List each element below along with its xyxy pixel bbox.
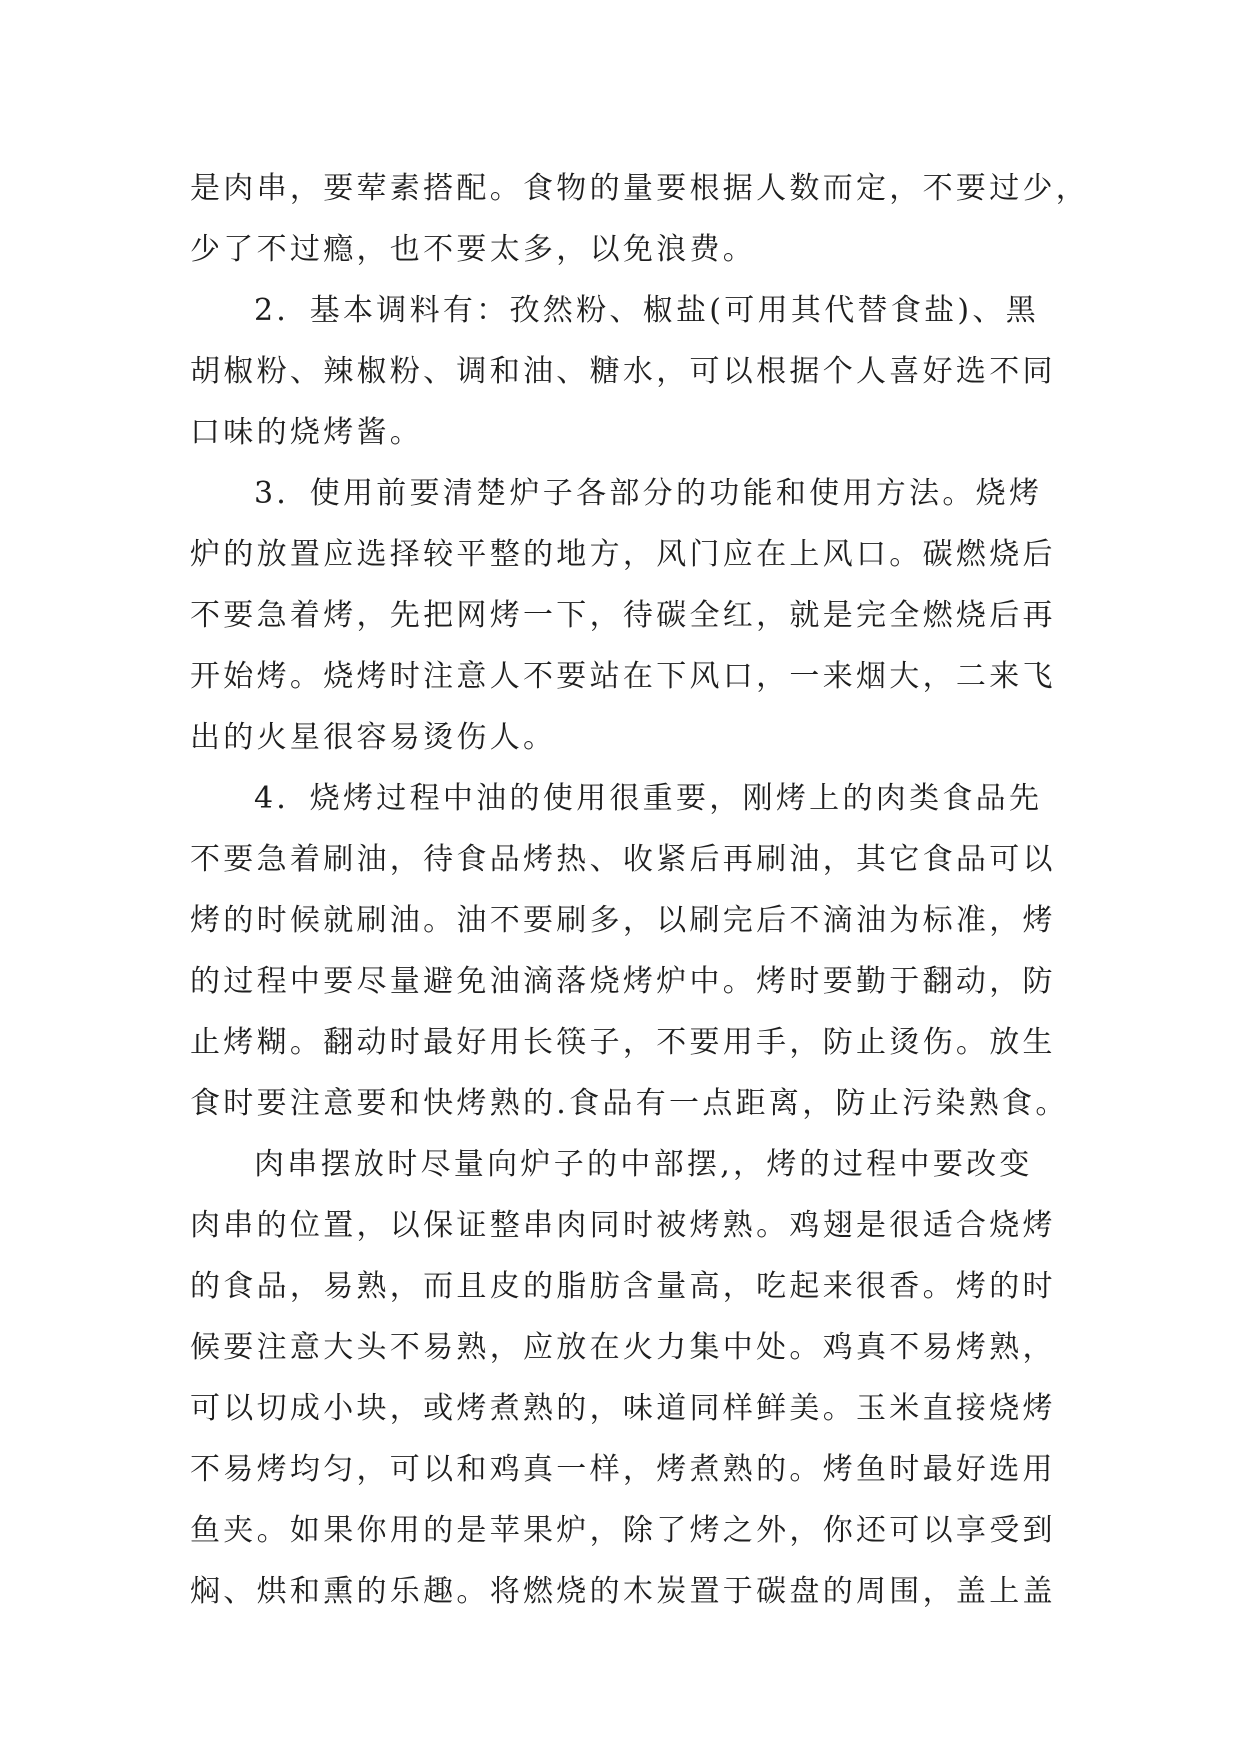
- text-line: 出的火星很容易烫伤人。: [190, 720, 557, 755]
- text-line: 口味的烧烤酱。: [190, 415, 424, 450]
- text-line: 的过程中要尽量避免油滴落烧烤炉中。烤时要勤于翻动，防: [190, 964, 1056, 999]
- text-line: 炉的放置应选择较平整的地方，风门应在上风口。碳燃烧后: [190, 537, 1056, 572]
- text-line: 可以切成小块，或烤煮熟的，味道同样鲜美。玉米直接烧烤: [190, 1391, 1056, 1426]
- text-line: 鱼夹。如果你用的是苹果炉，除了烤之外，你还可以享受到: [190, 1513, 1056, 1548]
- text-line: 烤的时候就刷油。油不要刷多，以刷完后不滴油为标准，烤: [190, 903, 1056, 938]
- text-line: 焖、烘和熏的乐趣。将燃烧的木炭置于碳盘的周围，盖上盖: [190, 1574, 1056, 1609]
- text-line: 3．使用前要清楚炉子各部分的功能和使用方法。烧烤: [254, 476, 1043, 511]
- text-line: 不易烤均匀，可以和鸡真一样，烤煮熟的。烤鱼时最好选用: [190, 1452, 1056, 1487]
- text-line: 食时要注意要和快烤熟的.食品有一点距离，防止污染熟食。: [190, 1086, 1069, 1121]
- body-text: [190, 158, 1090, 1622]
- text-line: 胡椒粉、辣椒粉、调和油、糖水，可以根据个人喜好选不同: [190, 354, 1056, 389]
- text-line: 的食品，易熟，而且皮的脂肪含量高，吃起来很香。烤的时: [190, 1269, 1056, 1304]
- text-line: 不要急着刷油，待食品烤热、收紧后再刷油，其它食品可以: [190, 842, 1056, 877]
- text-line: 候要注意大头不易熟，应放在火力集中处。鸡真不易烤熟，: [190, 1330, 1056, 1365]
- text-line: 开始烤。烧烤时注意人不要站在下风口，一来烟大，二来飞: [190, 659, 1056, 694]
- text-line: 4．烧烤过程中油的使用很重要，刚烤上的肉类食品先: [254, 781, 1043, 816]
- text-line: 是肉串，要荤素搭配。食物的量要根据人数而定，不要过少，: [190, 171, 1090, 206]
- text-line: 2．基本调料有：孜然粉、椒盐(可用其代替食盐)、黑: [254, 293, 1039, 328]
- text-line: 肉串的位置，以保证整串肉同时被烤熟。鸡翅是很适合烧烤: [190, 1208, 1056, 1243]
- text-line: 不要急着烤，先把网烤一下，待碳全红，就是完全燃烧后再: [190, 598, 1056, 633]
- text-line: 止烤糊。翻动时最好用长筷子，不要用手，防止烫伤。放生: [190, 1025, 1056, 1060]
- text-line: 肉串摆放时尽量向炉子的中部摆,，烤的过程中要改变: [254, 1147, 1033, 1182]
- text-line: 少了不过瘾，也不要太多，以免浪费。: [190, 232, 757, 267]
